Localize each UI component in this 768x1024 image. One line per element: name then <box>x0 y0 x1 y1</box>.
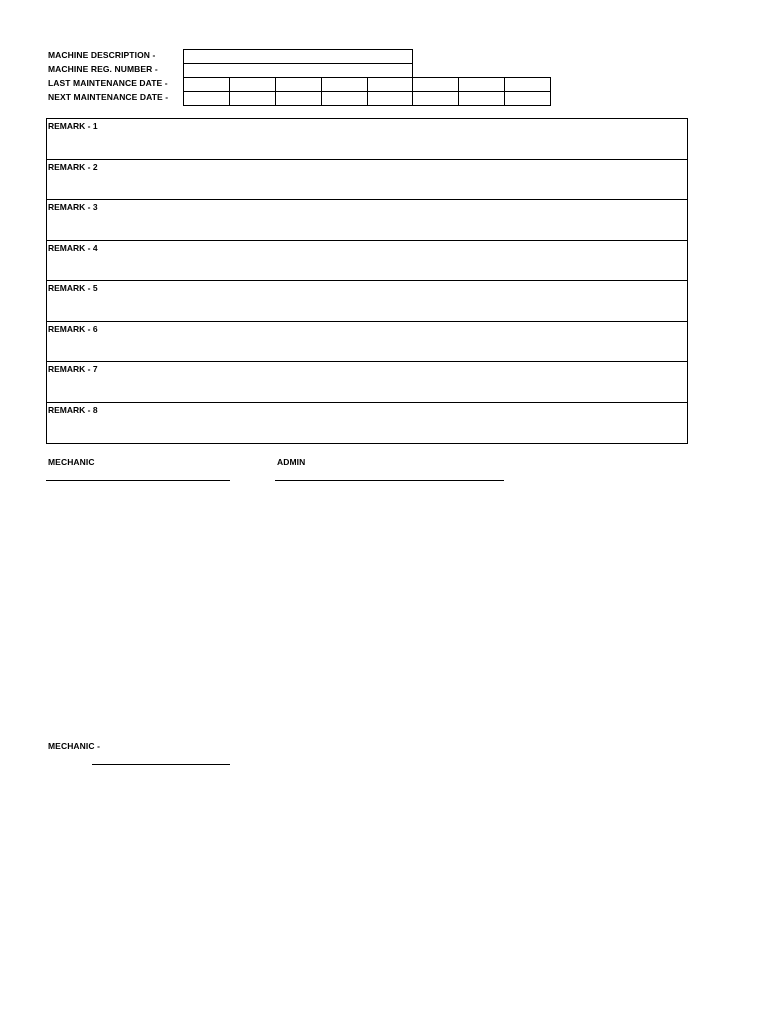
next-date-cell[interactable] <box>368 92 414 106</box>
next-date-cell[interactable] <box>322 92 368 106</box>
remark-label: REMARK - 4 <box>48 242 98 253</box>
last-date-cell[interactable] <box>230 78 276 92</box>
last-date-cell[interactable] <box>368 78 414 92</box>
remark-label: REMARK - 5 <box>48 283 98 293</box>
mechanic-signature-line[interactable] <box>46 480 230 481</box>
admin-signature-line[interactable] <box>275 480 504 481</box>
mechanic-signature-label: MECHANIC <box>48 457 95 467</box>
next-maintenance-date-label: NEXT MAINTENANCE DATE - <box>48 92 169 102</box>
last-date-cell[interactable] <box>505 78 551 92</box>
remark-row[interactable] <box>47 362 687 403</box>
next-date-cell[interactable] <box>184 92 230 106</box>
remark-row[interactable] <box>47 160 687 201</box>
next-date-cell[interactable] <box>413 92 459 106</box>
remark-label: REMARK - 2 <box>48 161 98 172</box>
remark-label: REMARK - 8 <box>48 404 98 415</box>
machine-description-label: MACHINE DESCRIPTION - <box>48 50 156 60</box>
admin-signature-label: ADMIN <box>277 457 306 467</box>
remark-row[interactable] <box>47 403 687 444</box>
remark-row[interactable] <box>47 241 687 282</box>
mechanic-bottom-signature-line[interactable] <box>92 764 230 765</box>
next-date-cell[interactable] <box>459 92 505 106</box>
last-maintenance-date-grid <box>183 77 551 106</box>
remark-row[interactable] <box>47 200 687 241</box>
next-date-cell[interactable] <box>505 92 551 106</box>
remarks-table <box>46 118 688 444</box>
last-maintenance-date-label: LAST MAINTENANCE DATE - <box>48 78 168 88</box>
machine-reg-number-field[interactable] <box>183 63 413 78</box>
last-date-cell[interactable] <box>184 78 230 92</box>
remark-row[interactable] <box>47 322 687 363</box>
remark-row[interactable] <box>47 281 687 322</box>
last-date-cell[interactable] <box>276 78 322 92</box>
last-date-cell[interactable] <box>322 78 368 92</box>
next-date-cell[interactable] <box>276 92 322 106</box>
last-date-cell[interactable] <box>413 78 459 92</box>
machine-reg-number-label: MACHINE REG. NUMBER - <box>48 64 158 74</box>
machine-description-field[interactable] <box>183 49 413 64</box>
remark-label: REMARK - 3 <box>48 202 98 212</box>
remark-label: REMARK - 6 <box>48 323 98 334</box>
last-date-cell[interactable] <box>459 78 505 92</box>
remark-label: REMARK - 1 <box>48 121 98 131</box>
mechanic-bottom-label: MECHANIC - <box>48 741 100 751</box>
remark-row[interactable] <box>47 119 687 160</box>
remark-label: REMARK - 7 <box>48 364 98 374</box>
next-date-cell[interactable] <box>230 92 276 106</box>
